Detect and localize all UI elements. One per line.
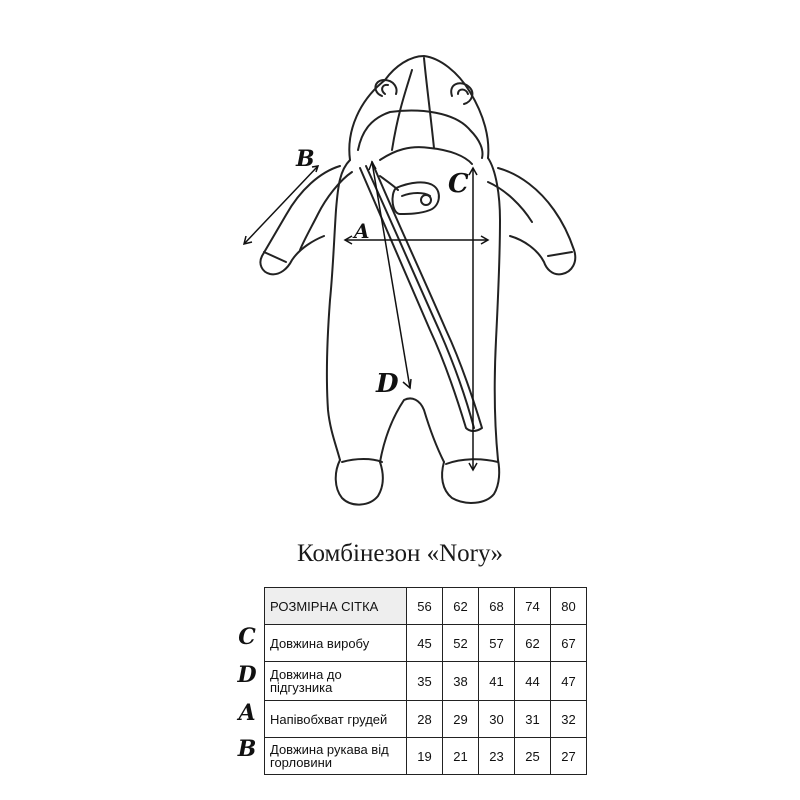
cell: 21 — [443, 738, 479, 775]
label-a: A — [354, 219, 370, 243]
size-68: 68 — [479, 588, 515, 625]
left-sleeve — [260, 166, 340, 274]
table-row — [265, 625, 587, 662]
cell: 35 — [407, 662, 443, 701]
row-letter-d: D — [237, 662, 257, 688]
cell: 23 — [479, 738, 515, 775]
cell: 62 — [515, 625, 551, 662]
ear-left — [375, 80, 396, 96]
row-label: Довжина виробу — [265, 625, 407, 662]
cell: 19 — [407, 738, 443, 775]
size-80: 80 — [551, 588, 587, 625]
cell: 30 — [479, 701, 515, 738]
cell: 32 — [551, 701, 587, 738]
hood-outline — [349, 56, 488, 160]
size-table — [264, 587, 587, 775]
row-letter-b: B — [237, 736, 257, 762]
table-row — [265, 662, 587, 701]
label-d: D — [376, 369, 399, 399]
cell: 57 — [479, 625, 515, 662]
cell: 31 — [515, 701, 551, 738]
right-sleeve — [498, 168, 575, 274]
hood-opening — [358, 111, 483, 158]
cell: 29 — [443, 701, 479, 738]
ear-right — [451, 83, 472, 104]
row-letter-c: C — [238, 624, 256, 650]
size-62: 62 — [443, 588, 479, 625]
cell: 45 — [407, 625, 443, 662]
cell: 41 — [479, 662, 515, 701]
collar-tab — [393, 182, 439, 214]
cell: 25 — [515, 738, 551, 775]
cell: 47 — [551, 662, 587, 701]
cell: 44 — [515, 662, 551, 701]
row-label: Напівобхват грудей — [265, 701, 407, 738]
size-56: 56 — [407, 588, 443, 625]
label-c: C — [448, 169, 469, 199]
table-row — [265, 701, 587, 738]
cell: 52 — [443, 625, 479, 662]
cell: 67 — [551, 625, 587, 662]
cell: 38 — [443, 662, 479, 701]
cell: 28 — [407, 701, 443, 738]
header-label: РОЗМІРНА СІТКА — [265, 588, 407, 625]
product-title: Комбінезон «Nory» — [297, 540, 503, 567]
cell: 27 — [551, 738, 587, 775]
table-row — [265, 738, 587, 775]
left-leg — [336, 460, 383, 505]
table-header-row — [265, 588, 587, 625]
row-label: Довжина до підгузника — [265, 662, 407, 701]
label-b: B — [296, 146, 315, 172]
row-label: Довжина рукава від горловини — [265, 738, 407, 775]
row-letter-a: A — [238, 700, 256, 726]
body-outline — [327, 160, 350, 460]
size-74: 74 — [515, 588, 551, 625]
